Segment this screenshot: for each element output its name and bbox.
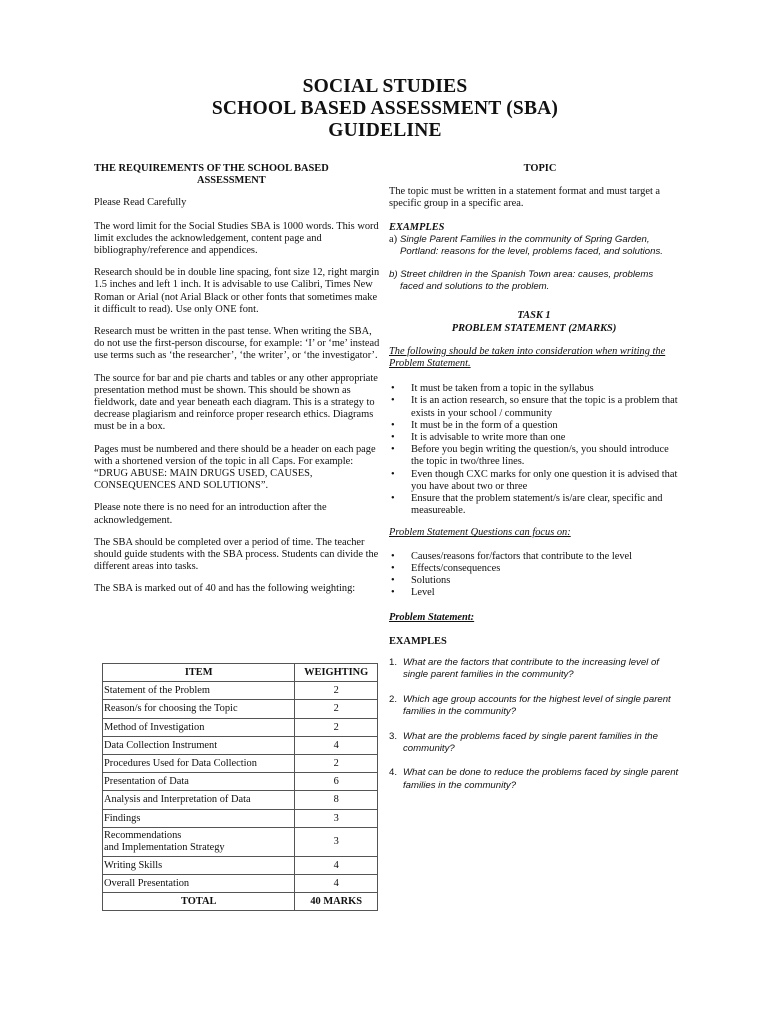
list-item [389,657,679,682]
table-total-label: TOTAL [103,893,295,911]
table-header-item: ITEM [103,664,295,682]
problem-statement-heading: Problem Statement: [389,611,475,623]
table-row [103,736,378,754]
example-a-prefix: a) [389,233,398,245]
list-item-text: Even though CXC marks for only one question it is advised that you have about two or three [411,468,678,492]
bullet-icon: • [391,444,395,456]
list-item [389,493,679,517]
table-header-weighting: WEIGHTING [295,664,378,682]
bullet-icon: • [391,550,395,562]
bullet-icon: • [391,493,395,505]
table-cell-weight: 6 [295,773,378,791]
list-item [389,444,679,468]
list-item-text: Ensure that the problem statement/s is/are clear, specific and measureable. [411,493,663,517]
list-item [389,383,679,395]
list-item-text: It must be taken from a topic in the syllabus [411,383,594,395]
list-item [389,767,679,792]
question-number: 2. [389,693,398,705]
question-number: 3. [389,730,398,742]
table-cell-weight: 8 [295,791,378,809]
list-item-text: It is an action research, so ensure that the topic is a problem that exists in your school / community [411,395,678,419]
table-row [103,874,378,892]
doc-title-line3: GUIDELINE [328,120,442,141]
bullet-icon: • [391,419,395,431]
table-cell-weight: 2 [295,718,378,736]
table-cell-item-line2: and Implementation Strategy [104,841,225,853]
consider-bullet-list [389,383,679,517]
list-item-text: Level [411,587,435,599]
example-a [389,234,679,259]
table-total-row [103,893,378,911]
list-item [389,563,679,575]
table-cell-item: Writing Skills [103,856,295,874]
table-row [103,754,378,772]
list-item-text: Effects/consequences [411,562,501,574]
table-row [103,827,378,856]
list-item-text: Before you begin writing the question/s, you should introduce the topic in two/three lines. [411,444,669,468]
table-row [103,682,378,700]
list-item [389,420,679,432]
example-a-text: Single Parent Families in the community of Spring Garden, Portland: reasons for the level, problems faced, and solutions. [400,233,663,258]
table-cell-item: Procedures Used for Data Collection [103,754,295,772]
formatting-paragraph: Research should be in double line spacing, font size 12, right margin 1.5 inches and left 1 inch. It is advisable to use Calibri, Times New Roman or Arial (not Arial Black or other fonts that sometimes make it difficult to read). Use only ONE font. [94,267,380,315]
list-item [389,551,679,563]
table-cell-item-line1: Recommendations [104,830,182,842]
focus-heading: Problem Statement Questions can focus on: [389,527,571,539]
bullet-icon: • [391,587,395,599]
list-item [389,575,679,587]
bullet-icon: • [391,432,395,444]
introduction-paragraph: Please note there is no need for an introduction after the acknowledgement. [94,502,327,526]
list-item-text: It is advisable to write more than one [411,432,566,444]
table-cell-weight: 3 [295,827,378,856]
table-cell-item: Data Collection Instrument [103,736,295,754]
list-item-text: Causes/reasons for/factors that contribute to the level [411,550,633,562]
table-total-value: 40 MARKS [295,893,378,911]
table-cell-item: Overall Presentation [103,874,295,892]
table-row [103,791,378,809]
list-item-text: Solutions [411,575,451,587]
bullet-icon: • [391,562,395,574]
requirements-heading-2: ASSESSMENT [197,175,266,187]
table-cell-item: Analysis and Interpretation of Data [103,791,295,809]
requirements-heading: THE REQUIREMENTS OF THE SCHOOL BASED [94,163,329,174]
list-item [389,731,679,756]
sources-paragraph: The source for bar and pie charts and tables or any other appropriate presentation method must be shown. This should be shown as fieldwork, date and year beneath each diagram. This is a strategy to decrease plagiarism and reinforce proper research ethics. Diagrams must be in a box. [94,372,378,433]
bullet-icon: • [391,575,395,587]
table-cell-weight: 2 [295,754,378,772]
question-text: What are the factors that contribute to the increasing level of single parent families in the community? [403,656,659,681]
examples-label: EXAMPLES [389,221,445,233]
table-cell-item: Statement of the Problem [103,682,295,700]
topic-paragraph: The topic must be written in a statement format and must target a specific group in a specific area. [389,186,661,210]
example-b-text: b) Street children in the Spanish Town area: causes, problems faced and solutions to the problem. [389,268,654,293]
question-text: What are the problems faced by single parent families in the community? [403,730,658,754]
question-text: What can be done to reduce the problems faced by single parent families in the community? [403,767,679,791]
pages-paragraph: Pages must be numbered and there should be a header on each page with a shortened version of the topic in all Caps. For example: “DRUG ABUSE: MAIN DRUGS USED, CAUSES, CONSEQUENCES AND SOLUTIONS”. [94,443,376,492]
list-item [389,395,679,419]
bullet-icon: • [391,468,395,480]
task-subtitle: PROBLEM STATEMENT (2MARKS) [451,322,617,334]
tense-paragraph: Research must be written in the past tense. When writing the SBA, do not use the first-person discourse, for example: ‘I’ or ‘me’ instead use terms such as ‘the researcher’, ‘the writer’, or ‘the investigator’. [94,326,380,362]
weighting-table [102,663,378,911]
table-row [103,718,378,736]
doc-title-line2: SCHOOL BASED ASSESSMENT (SBA) [211,98,559,119]
focus-bullet-list [389,551,679,600]
list-item [389,587,679,599]
table-cell-weight: 2 [295,700,378,718]
table-header-row [103,664,378,682]
table-cell-item: Method of Investigation [103,718,295,736]
table-cell-weight: 3 [295,809,378,827]
list-item [389,469,679,493]
completion-paragraph: The SBA should be completed over a period of time. The teacher should guide students with the SBA process. Students can divide the different areas into tasks. [94,536,379,573]
question-number: 1. [389,656,398,668]
weighting-paragraph: The SBA is marked out of 40 and has the following weighting: [94,583,356,595]
table-row [103,773,378,791]
left-column [94,163,384,596]
question-text: Which age group accounts for the highest level of single parent families in the community? [403,693,671,718]
table-row [103,856,378,874]
task-title: TASK 1 [517,310,551,322]
table-row [103,809,378,827]
list-item-text: It must be in the form of a question [411,419,558,431]
examples2-label: EXAMPLES [389,635,447,647]
table-cell-item: Reason/s for choosing the Topic [103,700,295,718]
doc-title-line1: SOCIAL STUDIES [302,76,468,97]
table-cell-weight: 4 [295,856,378,874]
table-cell-item: Presentation of Data [103,773,295,791]
please-read-text: Please Read Carefully [94,197,187,209]
right-column [389,163,679,792]
question-number: 4. [389,767,398,779]
table-cell-weight: 4 [295,874,378,892]
topic-heading: TOPIC [523,163,557,174]
table-cell-item: Findings [103,809,295,827]
table-cell-item [103,827,295,856]
bullet-icon: • [391,395,395,407]
table-cell-weight: 4 [295,736,378,754]
table-cell-weight: 2 [295,682,378,700]
question-list [389,657,679,792]
list-item [389,432,679,444]
table-row [103,700,378,718]
list-item [389,694,679,719]
bullet-icon: • [391,383,395,395]
word-limit-paragraph: The word limit for the Social Studies SBA is 1000 words. This word limit excludes the acknowledgement, content page and bibliography/reference and appendices. [94,220,379,257]
consider-heading: The following should be taken into consideration when writing the Problem Statement. [389,345,666,370]
